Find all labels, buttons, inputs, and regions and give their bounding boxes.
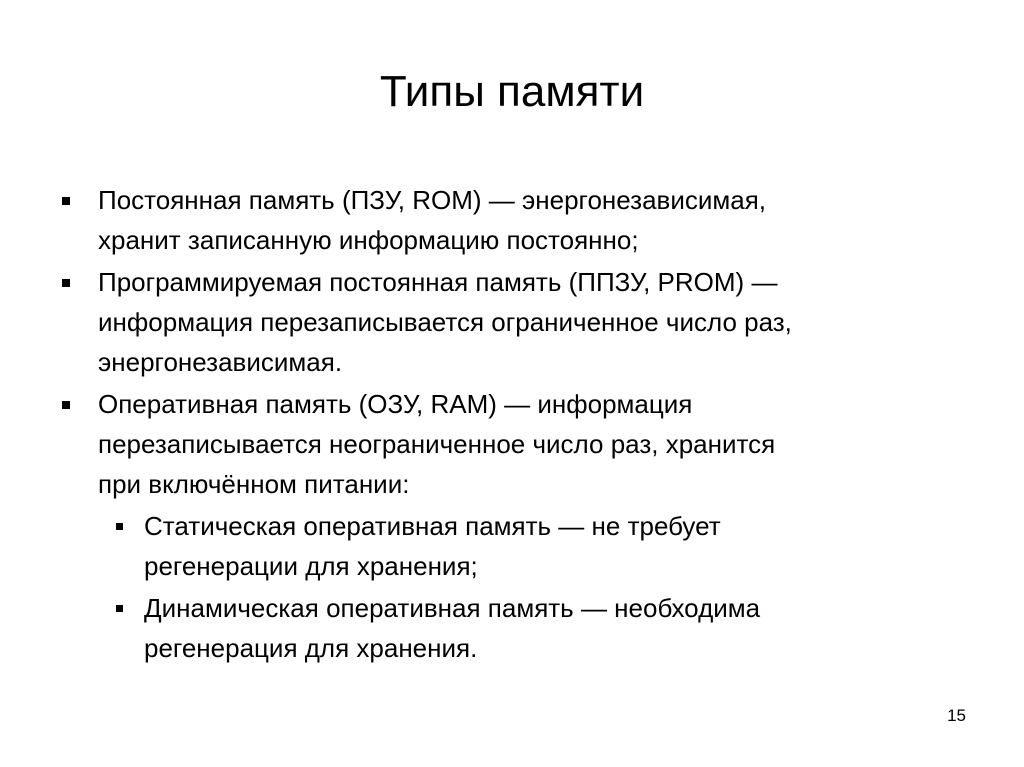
bullet-text-line: хранит записанную информацию постоянно; [98, 225, 639, 255]
slide-title: Типы памяти [379, 67, 645, 116]
bullet-text-line: перезаписывается неограниченное число раз, хранится [98, 429, 776, 459]
bullet-text-line: при включённом питании: [98, 469, 410, 499]
bullet-item-prom [60, 262, 960, 382]
sub-bullet-item-sram [60, 506, 960, 586]
bullet-text-line: Оперативная память (ОЗУ, RAM) — информация [98, 389, 693, 419]
square-bullet-icon [62, 197, 70, 205]
bullet-text-line: регенерация для хранения. [144, 633, 478, 663]
square-bullet-icon [62, 401, 70, 409]
bullet-list [60, 180, 960, 670]
sub-bullet-item-dram [60, 588, 960, 668]
bullet-text-line: регенерации для хранения; [144, 551, 478, 581]
bullet-text-line: Программируемая постоянная память (ППЗУ, PROM) — [98, 267, 778, 297]
bullet-text-line: Постоянная память (ПЗУ, ROM) — энергонезависимая, [98, 185, 767, 215]
square-bullet-icon [116, 523, 123, 530]
bullet-item-rom [60, 180, 960, 260]
page-number: 15 [947, 706, 966, 725]
bullet-text-line: информация перезаписывается ограниченное число раз, [98, 307, 792, 337]
bullet-text-line: Динамическая оперативная память — необходима [144, 593, 761, 623]
bullet-item-ram [60, 384, 960, 504]
square-bullet-icon [62, 279, 70, 287]
square-bullet-icon [116, 605, 123, 612]
bullet-text-line: энергонезависимая. [98, 347, 343, 377]
bullet-text-line: Статическая оперативная память — не требует [144, 511, 721, 541]
